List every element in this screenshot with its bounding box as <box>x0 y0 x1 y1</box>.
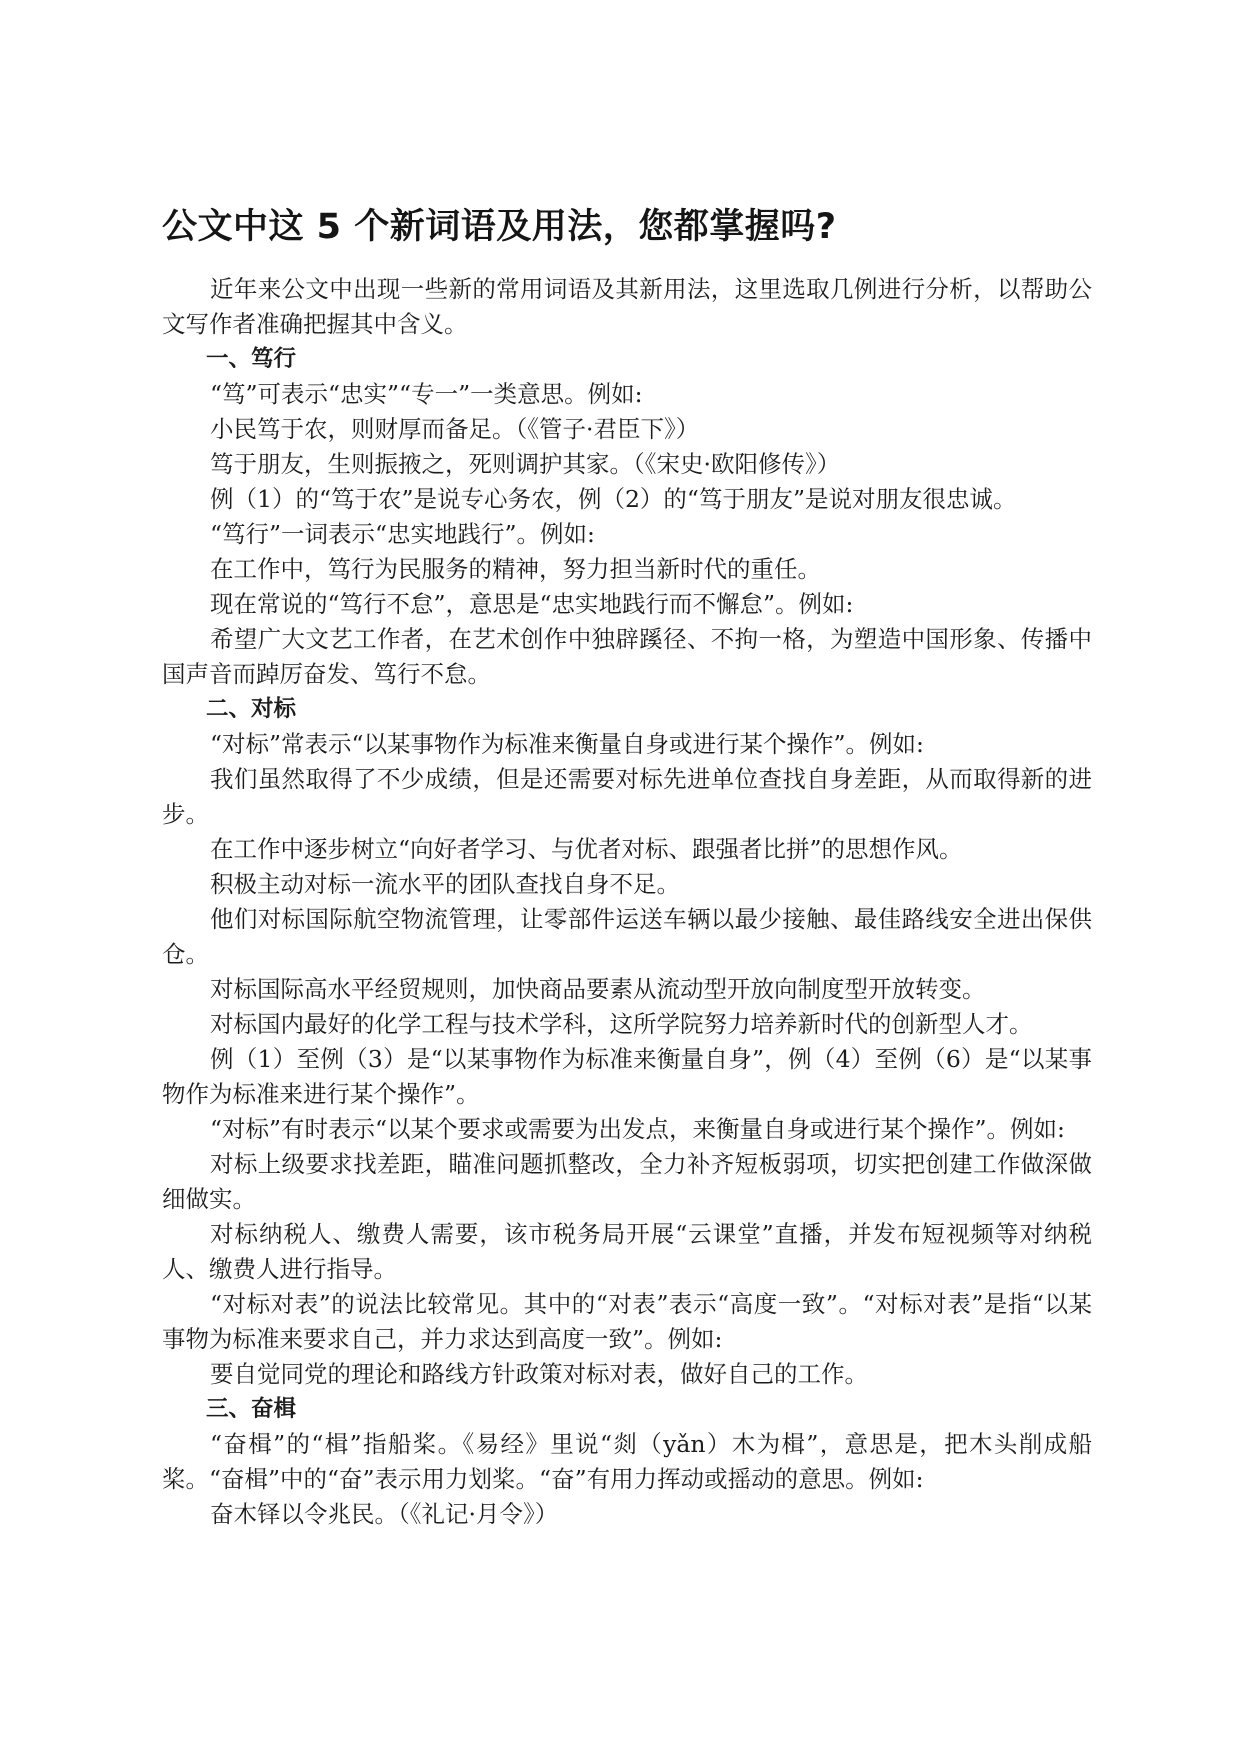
paragraph: 对标国际高水平经贸规则，加快商品要素从流动型开放向制度型开放转变。 <box>210 975 986 1003</box>
paragraph: “笃”可表示“忠实”“专一”一类意思。例如: <box>210 380 643 408</box>
paragraph: “笃行”一词表示“忠实地践行”。例如: <box>210 520 595 548</box>
paragraph: 对标国内最好的化学工程与技术学科，这所学院努力培养新时代的创新型人才。 <box>210 1010 1033 1038</box>
paragraph: 希望广大文艺工作者，在艺术创作中独辟蹊径、不拘一格，为塑造中国形象、传播中国声音而踔厉奋发、笃行不怠。 <box>162 625 1092 688</box>
paragraph: 小民笃于农，则财厚而备足。（《管子·君臣下》） <box>210 415 700 443</box>
paragraph: 近年来公文中出现一些新的常用词语及其新用法，这里选取几例进行分析，以帮助公文写作者准确把握其中含义。 <box>162 275 1092 338</box>
paragraph: “对标”常表示“以某事物作为标准来衡量自身或进行某个操作”。例如: <box>210 730 924 758</box>
paragraph: “对标对表”的说法比较常见。其中的“对表”表示“高度一致”。“对标对表”是指“以某事物为标准来要求自己，并力求达到高度一致”。例如: <box>162 1290 1092 1353</box>
paragraph: 积极主动对标一流水平的团队查找自身不足。 <box>210 870 680 898</box>
paragraph: 例（1）的“笃于农”是说专心务农，例（2）的“笃于朋友”是说对朋友很忠诚。 <box>210 485 1017 513</box>
section-heading: 三、奋楫 <box>206 1396 297 1422</box>
paragraph: 在工作中逐步树立“向好者学习、与优者对标、跟强者比拼”的思想作风。 <box>210 835 963 863</box>
paragraph: 对标纳税人、缴费人需要，该市税务局开展“云课堂”直播，并发布短视频等对纳税人、缴费人进行指导。 <box>162 1220 1092 1283</box>
paragraph: “对标”有时表示“以某个要求或需要为出发点，来衡量自身或进行某个操作”。例如: <box>210 1115 1065 1143</box>
paragraph: “奋楫”的“楫”指船桨。《易经》里说“剡（yǎn）木为楫”，意思是，把木头削成船桨。“奋楫”中的“奋”表示用力划桨。“奋”有用力挥动或摇动的意思。例如: <box>162 1430 1092 1493</box>
document-page <box>162 202 1092 1532</box>
paragraph: 要自觉同党的理论和路线方针政策对标对表，做好自己的工作。 <box>210 1360 868 1388</box>
paragraph: 对标上级要求找差距，瞄准问题抓整改，全力补齐短板弱项，切实把创建工作做深做细做实。 <box>162 1150 1092 1213</box>
paragraph: 现在常说的“笃行不怠”，意思是“忠实地践行而不懈怠”。例如: <box>210 590 854 618</box>
paragraph: 奋木铎以令兆民。（《礼记·月令》） <box>210 1500 559 1528</box>
paragraph: 我们虽然取得了不少成绩，但是还需要对标先进单位查找自身差距，从而取得新的进步。 <box>162 765 1092 828</box>
paragraph: 笃于朋友，生则振掖之，死则调护其家。（《宋史·欧阳修传》） <box>210 450 841 478</box>
section-heading: 二、对标 <box>206 696 297 722</box>
paragraph: 他们对标国际航空物流管理，让零部件运送车辆以最少接触、最佳路线安全进出保供仓。 <box>162 905 1092 968</box>
paragraph: 例（1）至例（3）是“以某事物作为标准来衡量自身”，例（4）至例（6）是“以某事物作为标准来进行某个操作”。 <box>162 1045 1092 1108</box>
paragraph: 在工作中，笃行为民服务的精神，努力担当新时代的重任。 <box>210 555 821 583</box>
section-heading: 一、笃行 <box>206 346 297 372</box>
document-body <box>162 272 1092 1532</box>
document-title: 公文中这 5 个新词语及用法，您都掌握吗? <box>162 207 837 247</box>
